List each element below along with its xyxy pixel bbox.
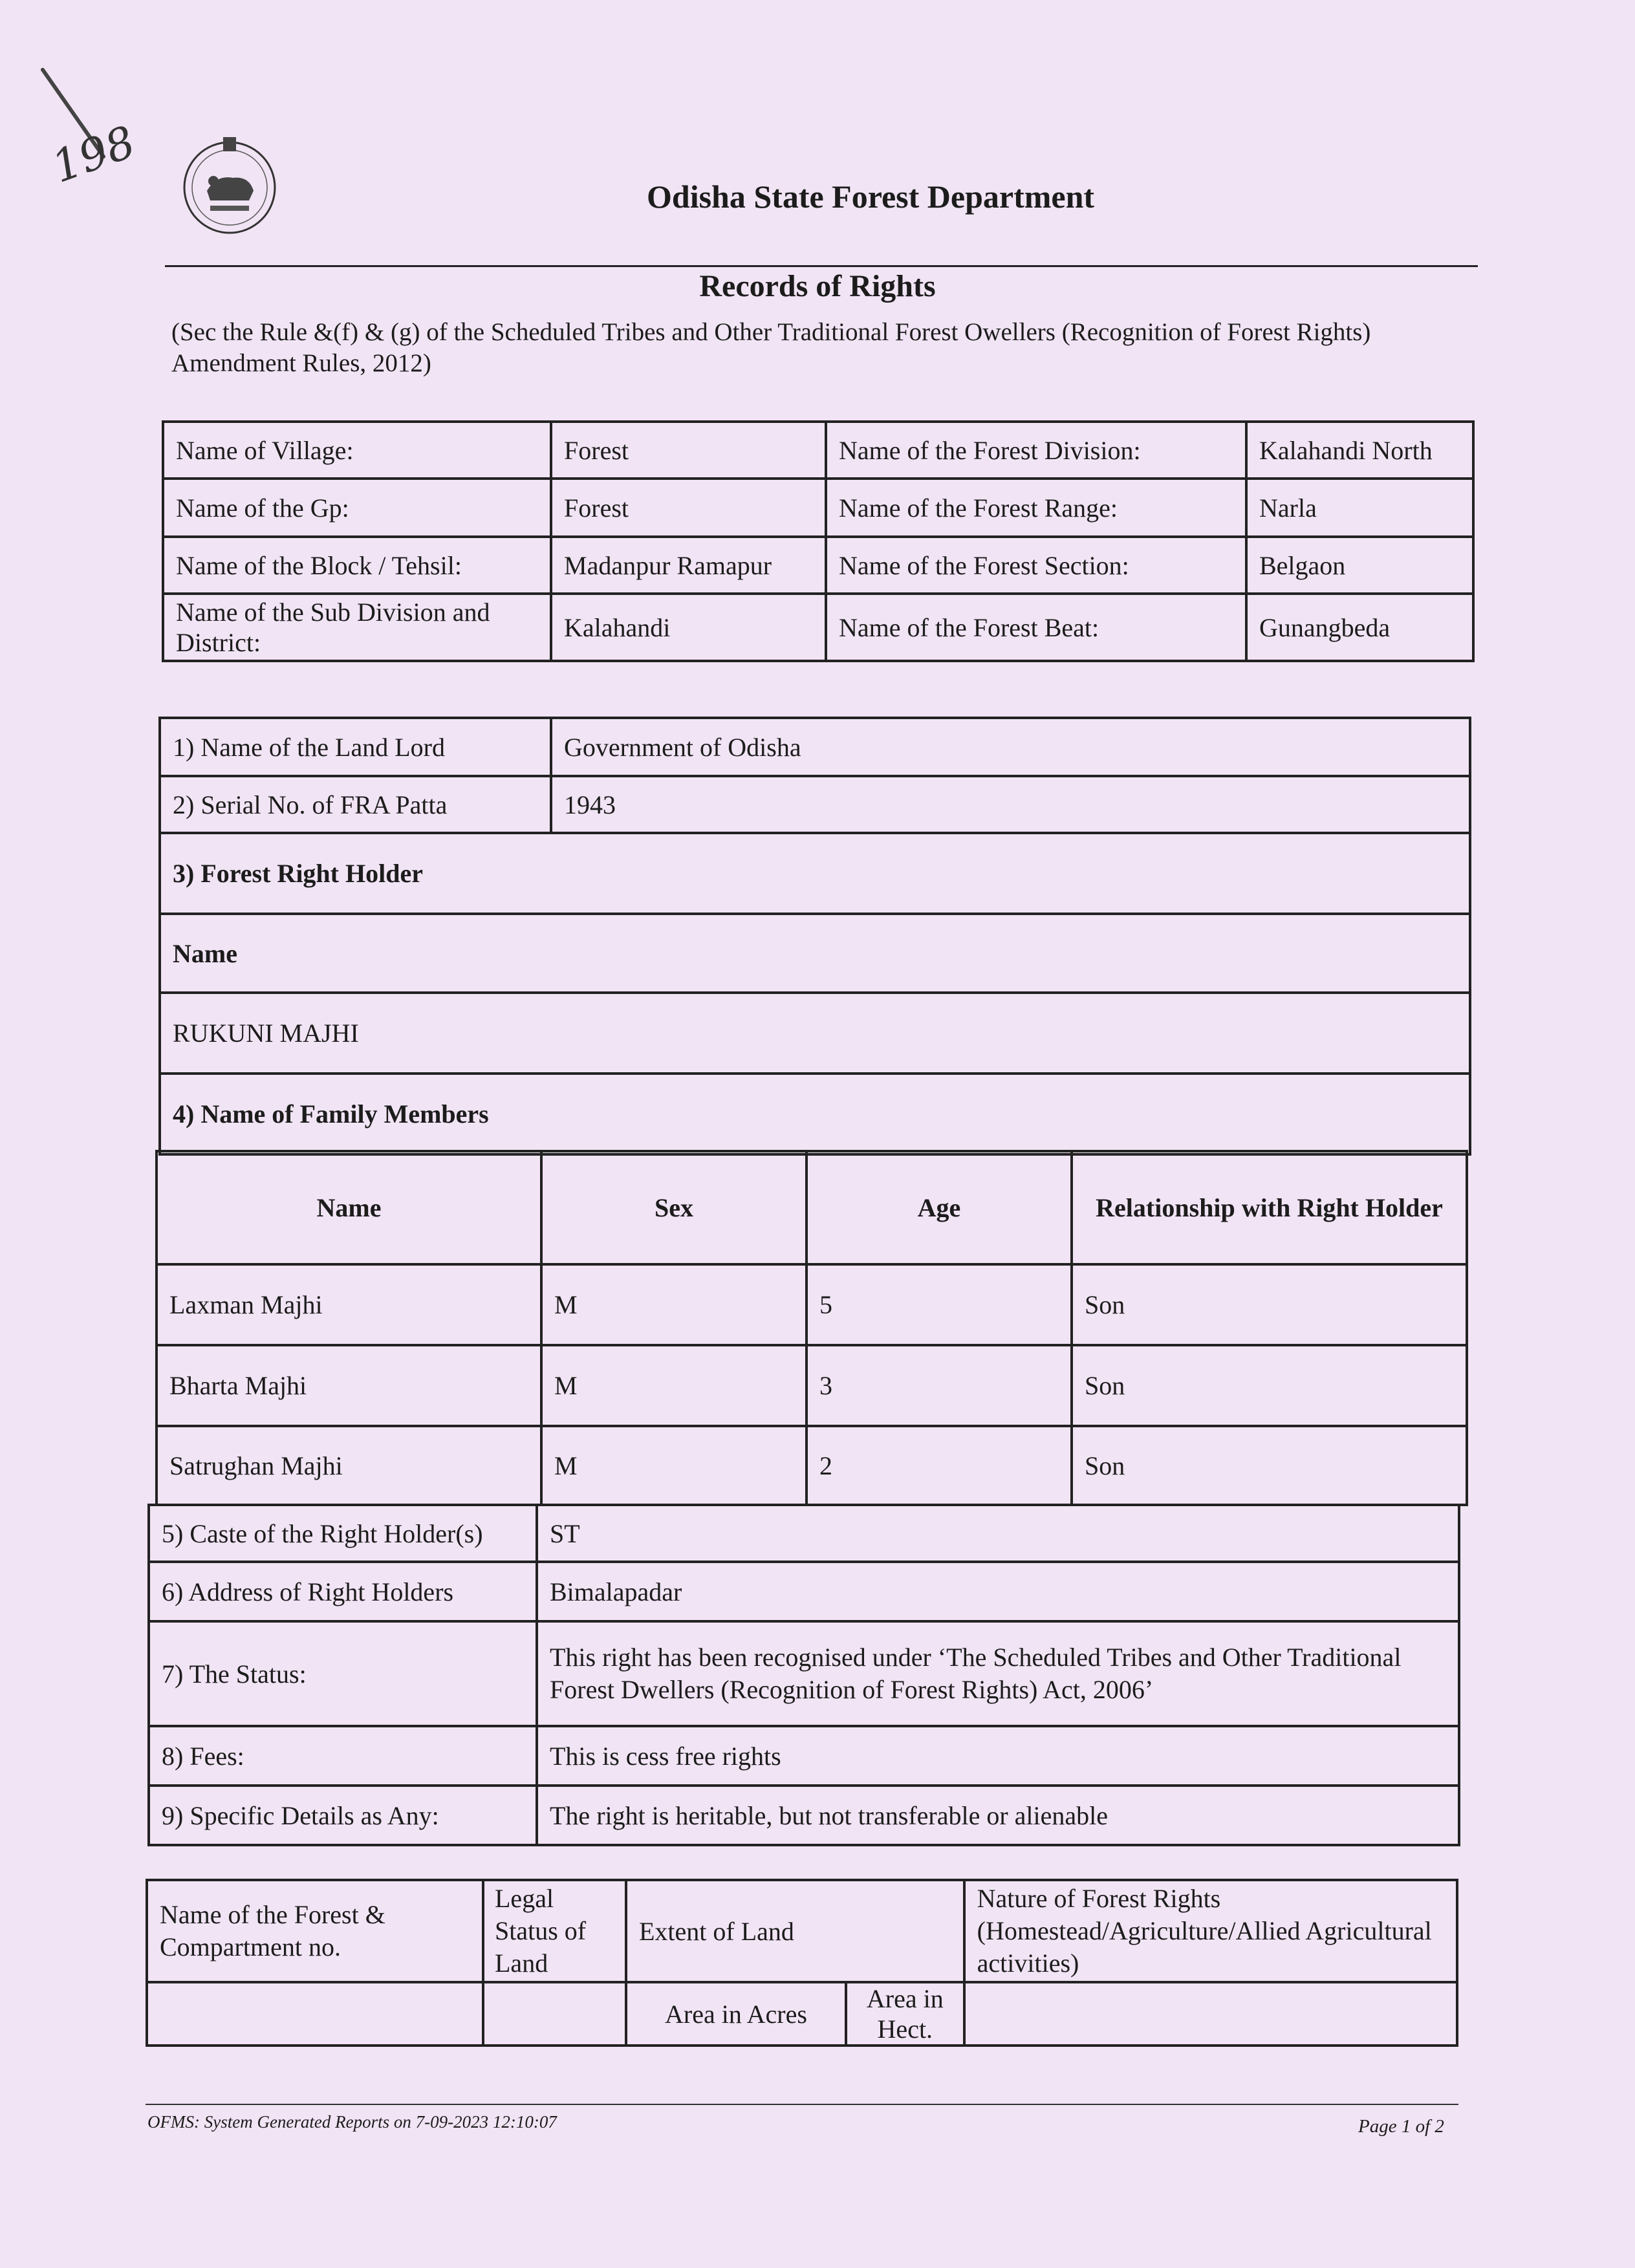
range-label: Name of the Forest Range: <box>826 479 1246 537</box>
extent-of-land-header: Extent of Land <box>626 1880 964 1982</box>
subdiv-label: Name of the Sub Division and District: <box>163 594 551 661</box>
fees-label: 8) Fees: <box>149 1726 537 1786</box>
forest-compartment-cell <box>147 1982 483 2046</box>
landlord-value: Government of Odisha <box>551 718 1470 776</box>
village-label: Name of Village: <box>163 422 551 479</box>
family-row-age: 3 <box>807 1345 1072 1426</box>
family-header-sex: Sex <box>541 1151 807 1264</box>
family-heading: 4) Name of Family Members <box>160 1074 1470 1154</box>
family-header-name: Name <box>157 1151 541 1264</box>
family-row-age: 5 <box>807 1264 1072 1345</box>
land-table <box>146 1879 1458 2047</box>
right-holder-heading: 3) Forest Right Holder <box>160 833 1470 914</box>
footer-page-number: Page 1 of 2 <box>1358 2116 1444 2137</box>
subdiv-value: Kalahandi <box>551 594 826 661</box>
nature-of-rights-header: Nature of Forest Rights (Homestead/Agriculture/Allied Agricultural activities) <box>964 1880 1457 1982</box>
address-label: 6) Address of Right Holders <box>149 1562 537 1621</box>
legal-status-header: Legal Status of Land <box>483 1880 626 1982</box>
serial-label: 2) Serial No. of FRA Patta <box>160 776 551 833</box>
serial-value: 1943 <box>551 776 1470 833</box>
family-row-age: 2 <box>807 1426 1072 1505</box>
footer-generated: OFMS: System Generated Reports on 7-09-2023 12:10:07 <box>147 2112 557 2132</box>
specific-label: 9) Specific Details as Any: <box>149 1786 537 1845</box>
details-table <box>158 717 1471 1156</box>
legal-status-cell <box>483 1982 626 2046</box>
holder-name: RUKUNI MAJHI <box>160 993 1470 1074</box>
beat-value: Gunangbeda <box>1246 594 1473 661</box>
family-row-sex: M <box>541 1264 807 1345</box>
beat-label: Name of the Forest Beat: <box>826 594 1246 661</box>
footer-rule <box>146 2104 1458 2105</box>
department-title: Odisha State Forest Department <box>647 178 1095 215</box>
section-label: Name of the Forest Section: <box>826 537 1246 594</box>
block-label: Name of the Block / Tehsil: <box>163 537 551 594</box>
gp-label: Name of the Gp: <box>163 479 551 537</box>
family-row-relationship: Son <box>1072 1264 1467 1345</box>
family-row-relationship: Son <box>1072 1345 1467 1426</box>
family-row-sex: M <box>541 1426 807 1505</box>
status-value <box>537 1621 1459 1726</box>
family-table <box>155 1150 1468 1506</box>
section-value: Belgaon <box>1246 537 1473 594</box>
header-rule <box>165 265 1478 267</box>
odisha-emblem-icon <box>181 129 278 236</box>
status-line-2: Forest Dwellers (Recognition of Forest Rights) Act, 2006’ <box>550 1675 1154 1704</box>
block-value: Madanpur Ramapur <box>551 537 826 594</box>
address-value: Bimalapadar <box>537 1562 1459 1621</box>
family-header-age: Age <box>807 1151 1072 1264</box>
document-subtitle: (Sec the Rule &(f) & (g) of the Scheduled Tribes and Other Traditional Forest Owellers (Recognition of Forest Rights) Amendment Rules, 2012) <box>171 318 1371 377</box>
location-table <box>162 420 1475 662</box>
family-row-sex: M <box>541 1345 807 1426</box>
handwritten-note: 198 <box>45 116 142 193</box>
family-row-name: Satrughan Majhi <box>157 1426 541 1505</box>
range-value: Narla <box>1246 479 1473 537</box>
specific-value: The right is heritable, but not transferable or alienable <box>537 1786 1459 1845</box>
forest-compartment-header: Name of the Forest & Compartment no. <box>147 1880 483 1982</box>
status-label: 7) The Status: <box>149 1621 537 1726</box>
gp-value: Forest <box>551 479 826 537</box>
division-value: Kalahandi North <box>1246 422 1473 479</box>
caste-value: ST <box>537 1505 1459 1562</box>
landlord-label: 1) Name of the Land Lord <box>160 718 551 776</box>
status-line-1: This right has been recognised under ‘The Scheduled Tribes and Other Traditional <box>550 1643 1402 1672</box>
area-acres-header: Area in Acres <box>626 1982 846 2046</box>
family-row-relationship: Son <box>1072 1426 1467 1505</box>
fees-value: This is cess free rights <box>537 1726 1459 1786</box>
status-table <box>147 1504 1460 1846</box>
family-row-name: Laxman Majhi <box>157 1264 541 1345</box>
name-heading: Name <box>160 914 1470 993</box>
division-label: Name of the Forest Division: <box>826 422 1246 479</box>
family-header-relationship: Relationship with Right Holder <box>1072 1151 1467 1264</box>
caste-label: 5) Caste of the Right Holder(s) <box>149 1505 537 1562</box>
area-hect-header: Area in Hect. <box>846 1982 964 2046</box>
village-value: Forest <box>551 422 826 479</box>
document-title: Records of Rights <box>699 269 936 303</box>
nature-of-rights-cell <box>964 1982 1457 2046</box>
family-row-name: Bharta Majhi <box>157 1345 541 1426</box>
